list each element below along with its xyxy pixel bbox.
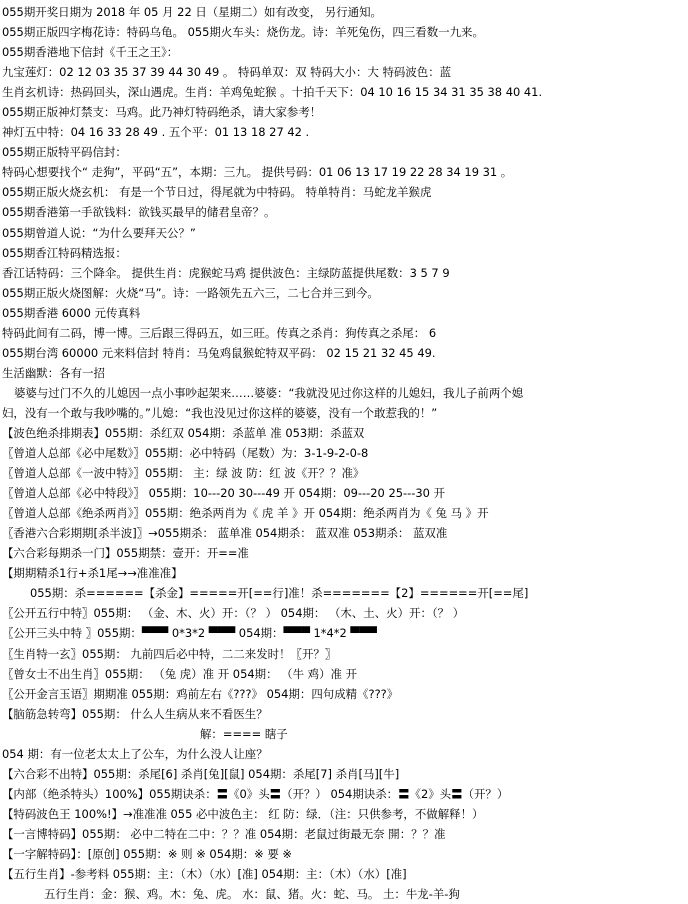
line-humor-title: 生活幽默：各有一招 — [2, 365, 105, 380]
line-no-special: 【六合彩不出特】055期：杀尾[6] 杀肖[兔][鼠] 054期：杀尾[7] 杀肖[马][牛] — [2, 766, 400, 781]
line-054-teaser: 054 期：有一位老太太上了公车，为什么没人让座？ — [2, 746, 268, 761]
line-hk-half-wave: 〖香港六合彩期期[杀半波]〗→055期杀： 蓝单准 054期杀： 蓝双准 053期杀： 蓝双准 — [2, 526, 448, 541]
line-internal-head: 【内部（绝杀特头）100%】055期诀杀：〓《0》头〓（开？） 054期诀杀：〓《2》头〓（开？） — [2, 786, 509, 801]
line-king-envelope-title: 055期香港地下信封《千王之王》： — [2, 45, 179, 60]
line-fire-diagram: 055期正版火烧图解：火烧“马”。诗：一路领先五六三，二七合并三到今。 — [2, 285, 379, 300]
line-walking-dog: 特码心想要找个“ 走狗”，平码“五”，本期：三九。 提供号码：01 06 13 17 19 22 28 34 19 31 。 — [2, 165, 513, 180]
line-nine-lotus: 九宝莲灯：02 12 03 35 37 39 44 30 49 。 特码单双：双 特码大小：大 特码波色：蓝 — [2, 65, 452, 80]
line-fax-content: 特码此间有二码，博一博。三后跟三得码五，如三旺。传真之杀肖：狗传真之杀尾： 6 — [2, 325, 437, 340]
line-humor-1: 婆婆与过门不久的儿媳因一点小事吵起架来……婆婆：“我就没见过你这样的儿媳妇，我儿子前两个媳 — [14, 385, 524, 400]
line-zodiac-mystery: 〖生肖特一玄〗055期： 九前四后必中特，二二来发时！〖开？〗 — [2, 646, 337, 661]
line-one-word: 【一言博特码】055期： 必中二特在二中：？？准 054期：老鼠过街最无奈 開：？？准 — [2, 826, 446, 841]
line-precise-kill: 055期：杀======【杀金】=====开[==行]准！杀=======【2】======开[==尾] — [30, 586, 529, 601]
line-plum-poem: 055期正版四字梅花诗：特码乌龟。 055期火车头：烧伤龙。诗：羊死兔伤，四三看数一九来。 — [2, 25, 484, 40]
lottery-document — [0, 2, 688, 904]
line-fire-mystery: 055期正版火烧玄机： 有是一个节日过，得尾就为中特码。 特单特肖：马蛇龙羊猴虎 — [2, 185, 432, 200]
line-xiangjiang-words: 香江话特码：三个降伞。 提供生肖：虎猴蛇马鸡 提供波色：主绿防蓝提供尾数：3 5 7 9 — [2, 265, 450, 280]
line-xiangjiang-title: 055期香江特码精选报： — [2, 245, 127, 260]
line-teaser-answer: 解：==== 瞎子 — [200, 726, 288, 741]
line-five-element-zodiac: 【五行生肖】-参考料 055期：主：（木）（水）[准] 054期：主：（木）（水）[准] — [2, 867, 407, 882]
line-hk-first-hand: 055期香港第一手欲钱料：欲钱买最早的储君皇帝？。 — [2, 205, 276, 220]
line-golden-words: 〖公开金言玉语〗期期准 055期：鸡前左右《???》 054期：四句成精《???》 — [2, 686, 399, 701]
line-envelope-title: 055期正版特平码信封： — [2, 145, 127, 160]
line-three-heads: 〖公开三头中特 〗055期：▀▀▀ 0*3*2 ▀▀▀ 054期：▀▀▀ 1*4*2 ▀▀▀ — [2, 626, 377, 641]
line-element-list: 五行生肖：金：猴、鸡。木：兔、虎。 水：鼠、猪。火：蛇、马。 土：牛龙-羊-狗 — [44, 887, 460, 902]
line-lamp-five: 神灯五中特：04 16 33 28 49 . 五个平：01 13 18 27 42 . — [2, 125, 310, 140]
line-zeng-segment: 〖曾道人总部《必中特段》〗 055期：10---20 30---49 开 054期：09---20 25---30 开 — [2, 486, 446, 501]
line-zeng-two-zodiac: 〖曾道人总部《绝杀两肖》〗055期：绝杀两肖为《 虎 羊 》开 054期：绝杀两肖为《 兔 马 》开 — [2, 506, 489, 521]
line-brain-teaser: 【脑筋急转弯】055期： 什么人生病从来不看医生？ — [2, 706, 268, 721]
line-lamp-forbidden: 055期正版神灯禁支：马鸡。此乃神灯特码绝杀，请大家参考！ — [2, 105, 322, 120]
line-color-king: 【特码波色王 100%!】→准准准 055 必中波色主： 红 防：绿．（注：只供参考，不做解释！） — [2, 806, 484, 821]
line-zeng-says: 055期曾道人说：“为什么要拜天公？” — [2, 225, 196, 240]
line-one-char: 【一字解特码】：[原创] 055期：※ 则 ※ 054期：※ 要 ※ — [2, 846, 293, 861]
line-kill-one-door: 【六合彩每期杀一门】055期禁：壹开：开==准 — [2, 546, 249, 561]
line-zeng-wave: 〖曾道人总部《一波中特》〗055期： 主：绿 波 防：红 波《开？？准》 — [2, 466, 365, 481]
line-zeng-tail: 〖曾道人总部《必中尾数》〗055期：必中特码（尾数）为：3-1-9-2-0-8 — [2, 446, 369, 461]
line-taiwan-envelope: 055期台湾 60000 元来料信封 特肖：马兔鸡鼠猴蛇特双平码： 02 15 21 32 45 49. — [2, 345, 436, 360]
line-precise-kill-title: 【期期精杀1行+杀1尾→→准准准】 — [2, 566, 183, 581]
line-humor-2: 妇，没有一个敢与我吵嘴的。”儿媳：“我也没见过你这样的婆婆，没有一个敢惹我的！” — [2, 405, 438, 420]
line-color-kill: 【波色绝杀排期表】055期：杀红双 054期：杀蓝单 准 053期：杀蓝双 — [2, 425, 365, 440]
line-ms-zeng: 〖曾女士不出生肖〗055期： （兔 虎）准 开 054期： （牛 鸡）准 开 — [2, 666, 358, 681]
line-hk-fax-title: 055期香港 6000 元传真料 — [2, 305, 141, 320]
line-zodiac-poem: 生肖玄机诗：热码回头，深山遇虎。生肖：羊鸡兔蛇猴 。十拍千天下：04 10 16 15 34 31 35 38 40 41. — [2, 85, 543, 100]
line-draw-date: 055期开奖日期为 2018 年 05 月 22 日（星期二）如有改变， 另行通知。 — [2, 5, 382, 19]
line-five-elements: 〖公开五行中特〗055期： （金、木、火）开：（？ ） 054期： （木、土、火）开：（？ ） — [2, 606, 465, 621]
